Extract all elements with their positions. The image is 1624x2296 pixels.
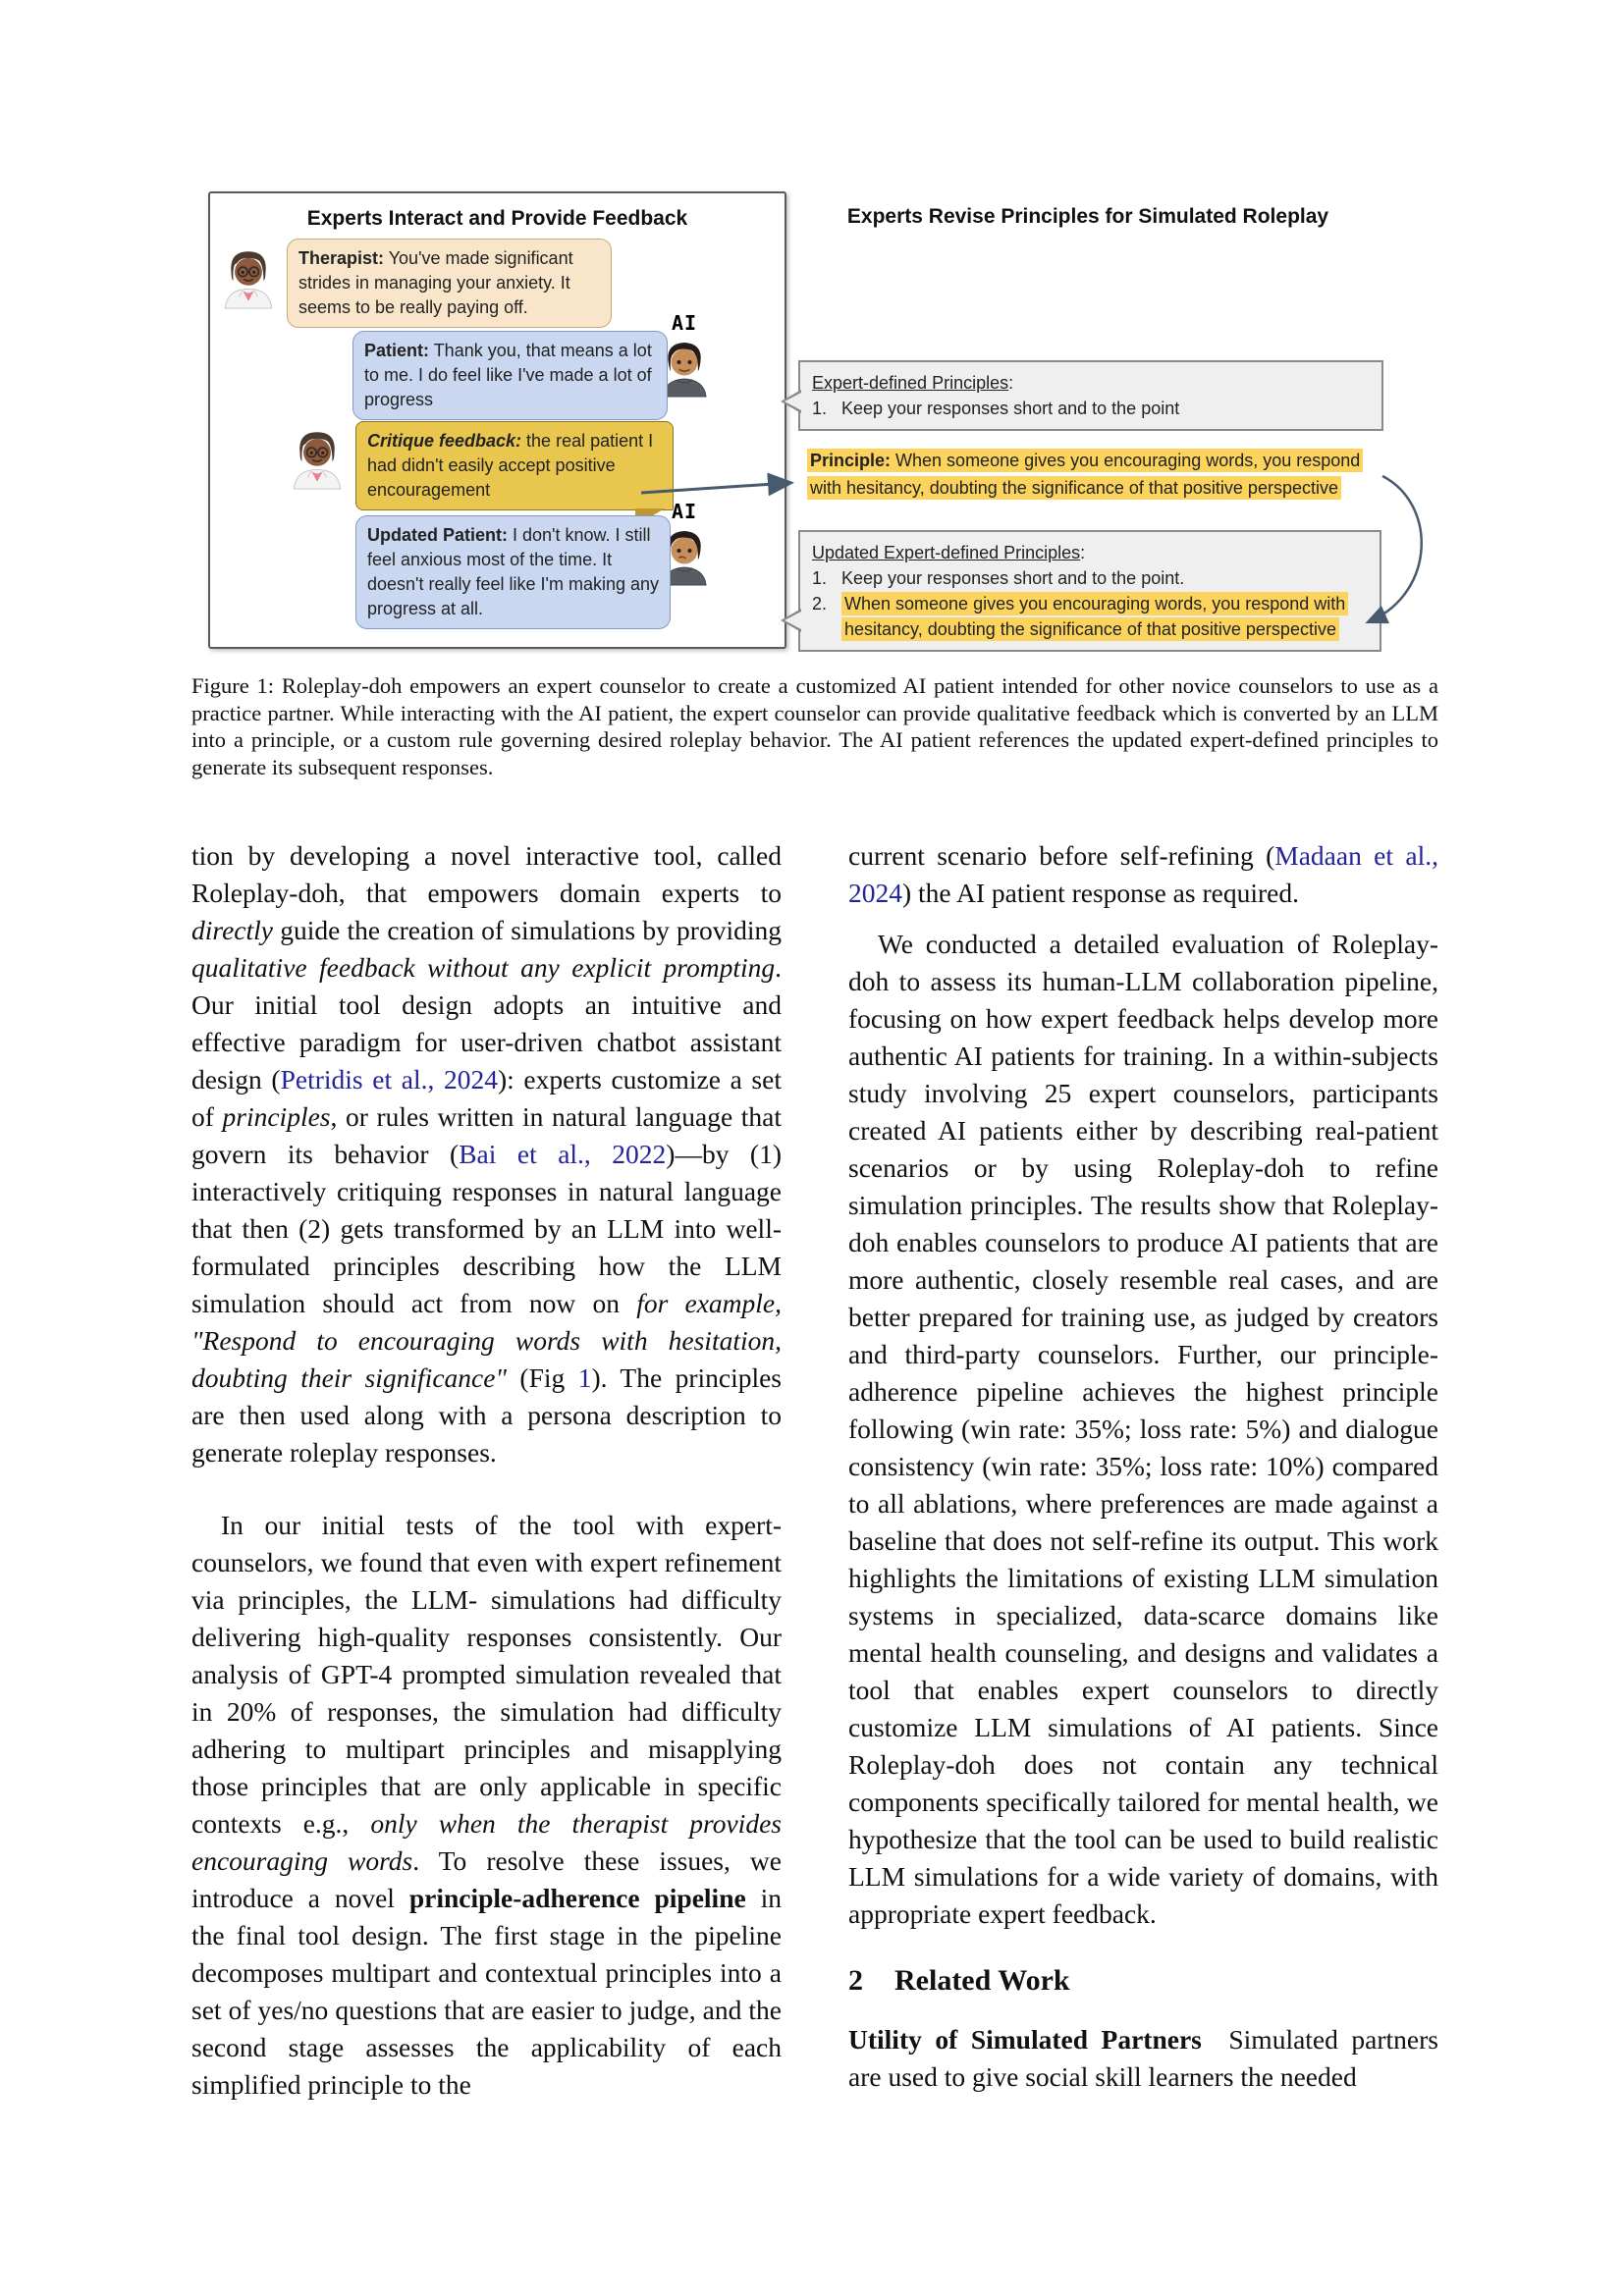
left-column bbox=[191, 837, 782, 2104]
therapist-bubble-text: You've made significant strides in managing your anxiety. It seems to be really paying off. bbox=[298, 248, 573, 317]
text-segment: for example, "Respond to encouraging words with hesitation, doubting their significance" bbox=[191, 1288, 782, 1393]
citation-link[interactable]: Madaan et al., 2024 bbox=[848, 840, 1438, 908]
figure-1 bbox=[191, 191, 1438, 653]
ai-label-2: AI bbox=[671, 500, 698, 523]
therapist-avatar-icon bbox=[285, 425, 350, 490]
text-segment: only when the therapist provides encouraging words bbox=[191, 1808, 782, 1876]
text-segment: tion by developing a novel interactive tool, called Roleplay-doh, that empowers domain experts to bbox=[191, 840, 782, 908]
expert-item-1-number: 1. bbox=[812, 399, 828, 418]
text-segment: current scenario before self-refining ( bbox=[848, 840, 1275, 871]
therapist-avatar-icon bbox=[216, 244, 281, 309]
expert-principles-box bbox=[798, 360, 1383, 431]
figure-left-panel bbox=[208, 191, 786, 649]
updated-item-2-number: 2. bbox=[812, 594, 828, 614]
updated-principle-item-1 bbox=[812, 565, 1368, 591]
text-segment: Figure 1: Roleplay-doh empowers an expert counselor to create a customized AI patient intended for other novice counselors to use as a practice partner. While interacting with the AI patient, the expert counselor can provide qualitative feedback which is converted by an LLM into a principle, or a custom rule governing desired roleplay behavior. The AI patient references the updated expert-defined principles to generate its subsequent responses. bbox=[191, 673, 1438, 779]
text-segment: principles bbox=[222, 1101, 331, 1132]
text-segment: . To resolve these issues, we introduce a novel bbox=[191, 1845, 782, 1913]
text-segment: , or rules written in natural language that govern its behavior ( bbox=[191, 1101, 782, 1169]
page-content bbox=[191, 191, 1438, 2104]
updated-item-1-number: 1. bbox=[812, 568, 828, 588]
section-heading-related-work bbox=[848, 1962, 1438, 2000]
text-segment: guide the creation of simulations by providing bbox=[272, 915, 782, 945]
figure-1-caption bbox=[191, 672, 1438, 780]
expert-principle-item-1 bbox=[812, 396, 1370, 421]
text-segment: ): experts customize a set of bbox=[191, 1064, 782, 1132]
patient-bubble-text: Thank you, that means a lot to me. I do feel like I've made a lot of progress bbox=[364, 341, 652, 409]
text-segment: qualitative feedback without any explicit prompting bbox=[191, 952, 776, 983]
citation-link[interactable]: Petridis et al., 2024 bbox=[280, 1064, 498, 1095]
therapist-bubble-label: Therapist: bbox=[298, 248, 385, 268]
critique-bubble-text: the real patient I had didn't easily accept positive encouragement bbox=[367, 431, 654, 500]
text-segment: ). The principles are then used along with a persona description to generate roleplay responses. bbox=[191, 1362, 783, 1468]
expert-principles-heading: Expert-defined Principles bbox=[812, 373, 1009, 393]
text-segment: In our initial tests of the tool with expert-counselors, we found that even with expert refinement via principles, the LLM- simulations had difficulty delivering high-quality responses consistently. Our analysis of GPT-4 prompted simulation revealed that in 20% of responses, the simulation had difficulty adhering to multipart principles and misapplying those principles that are only applicable in specific contexts e.g., bbox=[191, 1510, 782, 1839]
text-segment: principle-adherence pipeline bbox=[408, 1883, 746, 1913]
paragraph bbox=[848, 2021, 1438, 2096]
principle-text: When someone gives you encouraging words, you respond with hesitancy, doubting the significance of that positive perspective bbox=[810, 451, 1361, 498]
body-text bbox=[191, 837, 1438, 2104]
text-segment: . Our initial tool design adopts an intuitive and effective paradigm for user-driven chatbot assistant design ( bbox=[191, 952, 782, 1095]
text-segment: Simulated partners are used to give social skill learners the needed bbox=[848, 2024, 1438, 2092]
patient-bubble-label: Patient: bbox=[364, 341, 430, 360]
patient-bubble bbox=[352, 331, 668, 420]
expert-principles-heading-colon: : bbox=[1008, 373, 1014, 393]
text-segment: We conducted a detailed evaluation of Roleplay-doh to assess its human-LLM collaboration pipeline, focusing on how expert feedback helps develop more authentic AI patients for training. In a within-subjects study involving 25 expert counselors, participants created AI patients either by describing real-patient scenarios or by using Roleplay-doh to refine simulation principles. The results show that Roleplay-doh enables counselors to produce AI patients that are more authentic, closely resemble real cases, and are better prepared for training use, as judged by creators and third-party counselors. Further, our principle-adherence pipeline achieves the highest principle following (win rate: 35%; loss rate: 5%) and dialogue consistency (win rate: 35%; loss rate: 10%) compared to all ablations, where preferences are made against a baseline that does not self-refine its output. This work highlights the limitations of existing LLM simulation systems in specialized, data-scarce domains like mental health counseling, and designs and validates a tool that enables expert counselors to directly customize LLM simulations of AI patients. Since Roleplay-doh does not contain any technical components specifically tailored for mental health, we hypothesize that the tool can be used to build realistic LLM simulations for a wide variety of domains, with appropriate expert feedback. bbox=[848, 929, 1438, 1929]
text-segment: )—by (1) interactively critiquing responses in natural language that then (2) gets transformed by an LLM into well-formulated principles describing how the LLM simulation should act from now on bbox=[191, 1139, 782, 1318]
text-segment: (Fig bbox=[507, 1362, 578, 1393]
generated-principle bbox=[807, 447, 1379, 502]
updated-item-2-text: When someone gives you encouraging words, you respond with hesitancy, doubting the significance of that positive perspective bbox=[841, 592, 1348, 641]
critique-bubble-label: Critique feedback: bbox=[367, 431, 522, 451]
updated-principle-item-2 bbox=[812, 591, 1368, 642]
ai-label-1: AI bbox=[671, 311, 698, 335]
principle-label: Principle: bbox=[810, 451, 892, 470]
paragraph bbox=[848, 926, 1438, 1933]
citation-link[interactable]: Bai et al., 2022 bbox=[459, 1139, 667, 1169]
right-column bbox=[848, 837, 1438, 2104]
left-panel-title: Experts Interact and Provide Feedback bbox=[306, 207, 688, 230]
therapist-bubble bbox=[287, 239, 612, 328]
section-number: 2 bbox=[848, 1964, 863, 1997]
updated-item-1-text: Keep your responses short and to the point. bbox=[841, 568, 1185, 588]
paragraph bbox=[191, 837, 782, 1471]
critique-feedback-bubble bbox=[355, 421, 674, 510]
updated-patient-bubble-label: Updated Patient: bbox=[367, 525, 509, 545]
text-segment: Utility of Simulated Partners bbox=[848, 2024, 1202, 2055]
updated-principles-heading-colon: : bbox=[1080, 543, 1086, 562]
text-segment: directly bbox=[191, 915, 273, 945]
updated-patient-bubble bbox=[355, 515, 671, 629]
updated-principles-box bbox=[798, 530, 1381, 652]
section-title: Related Work bbox=[894, 1964, 1070, 1997]
paragraph bbox=[848, 837, 1438, 912]
citation-link[interactable]: 1 bbox=[577, 1362, 592, 1393]
expert-item-1-text: Keep your responses short and to the point bbox=[841, 399, 1180, 418]
text-segment: ) the AI patient response as required. bbox=[902, 878, 1299, 908]
right-panel-title: Experts Revise Principles for Simulated Roleplay bbox=[846, 205, 1329, 228]
paragraph bbox=[191, 1507, 782, 2104]
updated-principles-heading: Updated Expert-defined Principles bbox=[812, 543, 1081, 562]
text-segment: in the final tool design. The first stage in the pipeline decomposes multipart and contextual principles into a set of yes/no questions that are easier to judge, and the second stage assesses the applicability of each simplified principle to the bbox=[191, 1883, 782, 2100]
updated-patient-bubble-text: I don't know. I still feel anxious most of the time. It doesn't really feel like I'm making any progress at all. bbox=[367, 525, 660, 618]
